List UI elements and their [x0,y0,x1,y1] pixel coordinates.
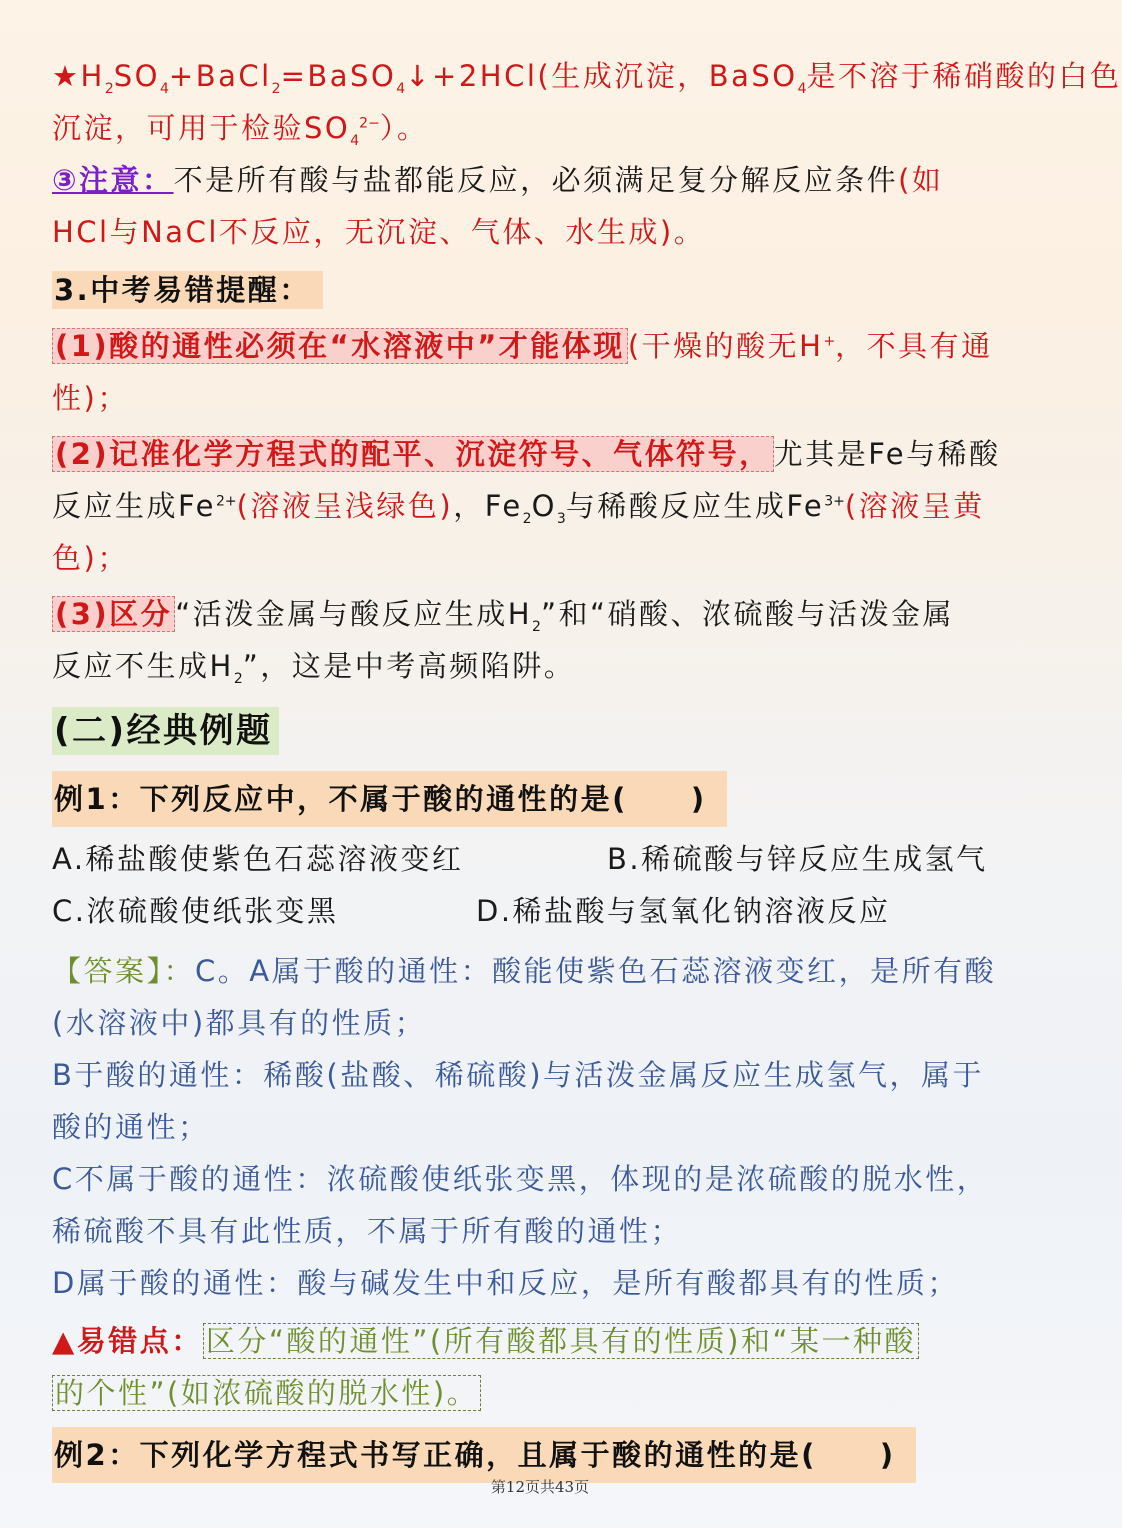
subscript: 4 [159,80,169,97]
question-text: 例1：下列反应中，不属于酸的通性的是( ) [52,771,727,827]
text: 不是所有酸与盐都能反应，必须满足复分解反应条件 [173,163,899,197]
answer-line-3: B于酸的通性：稀酸(盐酸、稀硫酸)与活泼金属反应生成氢气，属于 [52,1058,985,1092]
page-number: 第12页共43页 [490,1478,590,1496]
error-label: ▲易错点： [52,1324,203,1358]
subscript: 2 [532,618,541,635]
text: (溶液呈浅绿色) [236,489,454,523]
tip-3-line-1 [52,588,1032,640]
tip-label: (3)区分 [52,596,175,632]
tip-2-line-1 [52,428,1032,480]
text: 与稀酸反应生成Fe [565,489,825,523]
subscript: 4 [396,80,406,97]
subscript: 2 [233,670,243,687]
tip-label: (1)酸的通性必须在“水溶液中”才能体现 [52,328,628,364]
superscript: 3+ [824,493,845,510]
tip-2-line-3: 色)； [52,541,129,575]
text: (如 [898,163,944,197]
text: “活泼金属与酸反应生成H [175,597,533,631]
answer-line-7: D属于酸的通性：酸与碱发生中和反应，是所有酸都具有的性质； [52,1266,959,1300]
superscript: 2− [359,115,380,132]
example-2-question [52,1427,1032,1483]
text: 反应生成Fe [52,489,216,523]
example-1-options-row-1 [52,833,1032,885]
text: ，不具有通 [835,329,993,363]
answer-line-5: C不属于酸的通性：浓硫酸使纸张变黑，体现的是浓硫酸的脱水性， [52,1162,989,1196]
subscript: 2 [271,80,281,97]
heading-text: (二)经典例题 [52,707,279,755]
text: 尤其是Fe与稀酸 [773,437,1001,471]
subscript: 2 [104,80,114,97]
text: ”和“硝酸、浓硫酸与活泼金属 [540,597,955,631]
tip-label: (2)记准化学方程式的配平、沉淀符号、气体符号， [52,436,774,472]
note-label: ③注意： [52,163,174,197]
error-point-line-2 [52,1367,1032,1419]
section-heading-examples [52,702,1032,761]
answer-line-4: 酸的通性； [52,1110,210,1144]
example-1-question [52,771,1032,827]
option-d: D.稀盐酸与氢氧化钠溶液反应 [476,894,891,928]
answer-line-6: 稀硫酸不具有此性质，不属于所有酸的通性； [52,1214,683,1248]
answer-line-1 [52,945,1032,997]
subscript: 4 [350,132,360,149]
error-point-line-1 [52,1315,1032,1367]
tip-2-line-2 [52,480,1032,532]
text: 的个性”(如浓硫酸的脱水性)。 [52,1375,481,1411]
tip-1-line-2: 性)； [52,381,129,415]
text: C。A属于酸的通性：酸能使紫色石蕊溶液变红，是所有酸 [195,954,997,988]
text: 是不溶于稀硝酸的白色 [806,59,1122,93]
text: O [531,489,557,523]
text: (干燥的酸无H [627,329,824,363]
text: ★H [52,59,105,93]
text: ”，这是中考高频陷阱。 [242,649,576,683]
option-c: C.浓硫酸使纸张变黑 [52,894,339,928]
text: 反应不生成H [52,649,234,683]
heading-text: 3.中考易错提醒： [52,271,323,309]
answer-label: 【答案】： [52,954,196,988]
note-line-2: HCl与NaCl不反应，无沉淀、气体、水生成)。 [52,215,706,249]
tip-1-line-1 [52,320,1032,372]
superscript: 2+ [215,493,237,510]
example-1-options-row-2 [52,885,1032,937]
question-text: 例2：下列化学方程式书写正确，且属于酸的通性的是( ) [52,1427,916,1483]
answer-line-2: (水溶液中)都具有的性质； [52,1006,427,1040]
equation-line-2 [52,102,1032,154]
equation-line-1 [52,50,1122,102]
subscript: 3 [556,510,566,527]
page-content [52,50,1122,1472]
note-line-1 [52,154,1032,206]
text: +BaCl [168,59,272,93]
text: =BaSO [280,59,397,93]
text: ）。 [379,111,429,145]
text: ↓+2HCl(生成沉淀，BaSO [405,59,798,93]
option-b: B.稀硫酸与锌反应生成氢气 [607,842,988,876]
subscript: 4 [797,80,807,97]
text: 沉淀，可用于检验SO [52,111,351,145]
text: 区分“酸的通性”(所有酸都具有的性质)和“某一种酸 [203,1323,919,1359]
superscript: + [823,333,836,350]
option-a: A.稀盐酸使紫色石蕊溶液变红 [52,842,464,876]
section-heading-3 [52,264,1032,316]
tip-3-line-2 [52,640,1032,692]
text: ，Fe [453,489,523,523]
subscript: 2 [522,510,532,527]
text: (溶液呈黄 [844,489,985,523]
text: SO [113,59,160,93]
